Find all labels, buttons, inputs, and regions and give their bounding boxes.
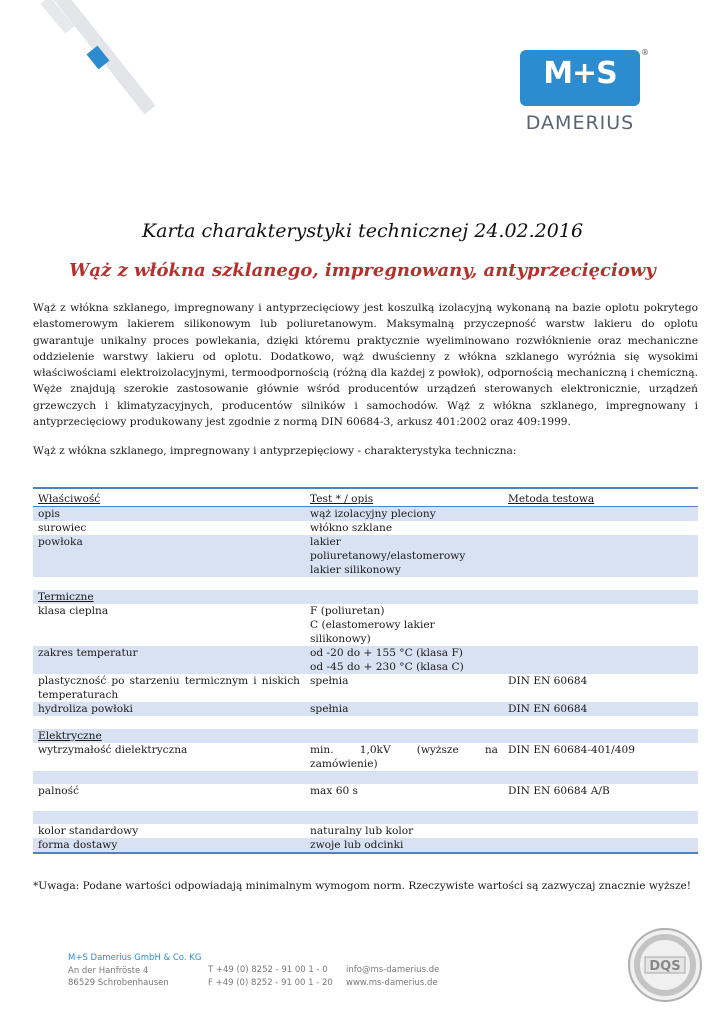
cell-test bbox=[305, 646, 503, 674]
cell-method: DIN EN 60684 bbox=[503, 702, 698, 716]
registered-mark: ® bbox=[641, 48, 649, 57]
cell-line: lakier bbox=[310, 536, 341, 548]
cell-line: lakier silikonowy bbox=[310, 564, 401, 576]
cell-test: min. 1,0kV (wyższe na zamówienie) bbox=[310, 744, 498, 770]
cell-line: C (elastomerowy lakier silikonowy) bbox=[310, 619, 435, 645]
cell-test: włókno szklane bbox=[310, 522, 393, 534]
footer-tel: T +49 (0) 8252 - 91 00 1 - 0 bbox=[208, 965, 328, 975]
table-section-row bbox=[33, 590, 698, 604]
corner-decoration bbox=[0, 0, 160, 140]
document-title: Karta charakterystyki technicznej 24.02.2016 bbox=[141, 220, 584, 242]
table-row bbox=[33, 824, 698, 838]
section-termiczne: Termiczne bbox=[33, 590, 305, 604]
footer-address bbox=[68, 952, 201, 990]
footer-street: An der Hanfröste 4 bbox=[68, 965, 149, 976]
table-row bbox=[33, 838, 698, 853]
cell-property: kolor standardowy bbox=[38, 825, 139, 837]
cell-method: DIN EN 60684 A/B bbox=[508, 785, 610, 797]
cell-method bbox=[503, 507, 698, 522]
cell-property: powłoka bbox=[33, 535, 305, 577]
cell-method bbox=[503, 521, 698, 535]
cell-property: zakres temperatur bbox=[33, 646, 305, 674]
cell-line: F (poliuretan) bbox=[310, 605, 385, 617]
cell-method bbox=[503, 646, 698, 674]
cell-test bbox=[305, 535, 503, 577]
cell-property: surowiec bbox=[38, 522, 87, 534]
footer-city: 86529 Schrobenhausen bbox=[68, 978, 169, 988]
table-row bbox=[33, 507, 698, 522]
table-spacer-row bbox=[33, 798, 698, 811]
spec-table bbox=[33, 487, 698, 854]
cell-method bbox=[503, 824, 698, 838]
logo-name: DAMERIUS bbox=[525, 112, 635, 134]
logo-mark-text: M+S bbox=[543, 56, 617, 91]
table-row bbox=[33, 702, 698, 716]
cell-line: od -45 do + 230 °C (klasa C) bbox=[310, 661, 464, 673]
cell-property: opis bbox=[33, 507, 305, 522]
table-spacer-row bbox=[33, 577, 698, 590]
cell-test: spełnia bbox=[310, 675, 349, 687]
footer-contact bbox=[346, 964, 439, 989]
cell-property: plastyczność po starzeniu termicznym i niskich temperaturach bbox=[38, 675, 300, 701]
table-lead: Wąż z włókna szklanego, impregnowany i antyprzepięciowy - charakterystyka techniczna: bbox=[33, 445, 517, 457]
cell-property: palność bbox=[38, 785, 80, 797]
cell-test bbox=[305, 604, 503, 646]
table-section-row bbox=[33, 729, 698, 743]
cell-method bbox=[503, 604, 698, 646]
table-row bbox=[33, 535, 698, 577]
seal-text: DQS bbox=[649, 959, 681, 974]
table-spacer-row bbox=[33, 716, 698, 729]
cell-test: zwoje lub odcinki bbox=[305, 838, 503, 853]
table-spacer-row bbox=[33, 771, 698, 784]
cell-property: hydroliza powłoki bbox=[33, 702, 305, 716]
table-row bbox=[33, 743, 698, 771]
footer-phone bbox=[208, 964, 333, 989]
cell-test: max 60 s bbox=[310, 785, 358, 797]
table-row bbox=[33, 674, 698, 702]
cell-test: naturalny lub kolor bbox=[310, 825, 414, 837]
cell-method: DIN EN 60684-401/409 bbox=[508, 744, 635, 756]
footer-company: M+S Damerius GmbH & Co. KG bbox=[68, 953, 202, 963]
table-row bbox=[33, 646, 698, 674]
cell-test: spełnia bbox=[305, 702, 503, 716]
header-test: Test * / opis bbox=[305, 488, 503, 507]
logo-mark bbox=[520, 50, 640, 106]
cell-method: DIN EN 60684 bbox=[508, 675, 588, 687]
cell-test: wąż izolacyjny pleciony bbox=[305, 507, 503, 522]
cell-property: forma dostawy bbox=[33, 838, 305, 853]
document-subtitle: Wąż z włókna szklanego, impregnowany, antyprzecięciowy bbox=[69, 260, 656, 281]
table-row bbox=[33, 604, 698, 646]
footnote: *Uwaga: Podane wartości odpowiadają minimalnym wymogom norm. Rzeczywiste wartości są zazwyczaj znacznie wyższe! bbox=[33, 880, 692, 892]
cell-line: poliuretanowy/elastomerowy bbox=[310, 550, 466, 562]
table-row bbox=[33, 521, 698, 535]
section-elektryczne: Elektryczne bbox=[33, 729, 305, 743]
company-logo bbox=[520, 50, 650, 134]
intro-paragraph: Wąż z włókna szklanego, impregnowany i antyprzecięciowy jest koszulką izolacyjną wykonaną na bazie oplotu pokrytego elastomerowym lakierem silikonowym lub poliuretanowym. Maksymalną przyczepność warstw lakieru do oplotu gwarantuje unikalny proces powlekania, dzięki któremu praktycznie wyeliminowano rozwłóknienie oraz mechaniczne oddzielenie warstwy lakieru od oplotu. Dodatkowo, wąż dwuścienny z włókna szklanego wyróżnia się wysokimi właściwościami elektroizolacyjnymi, termoodpornością (różną dla każdej z powłok), odpornością mechaniczną i chemiczną. Węże znajdują szerokie zastosowanie głównie wśród producentów urządzeń sterowanych elektronicznie, urządzeń grzewczych i klimatyzacyjnych, producentów silników i samochodów. Wąż z włókna szklanego, impregnowany i antyprzecięciowy produkowany jest zgodnie z normą DIN 60684-3, arkusz 401:2002 oraz 409:1999. bbox=[33, 302, 698, 429]
footer-web: www.ms-damerius.de bbox=[346, 977, 438, 988]
footer-email: info@ms-damerius.de bbox=[346, 965, 440, 975]
cell-method bbox=[503, 535, 698, 577]
header-property: Właściwość bbox=[33, 488, 305, 507]
cell-method bbox=[503, 838, 698, 853]
header-method: Metoda testowa bbox=[503, 488, 698, 507]
certification-seal-icon bbox=[625, 925, 705, 1005]
footer-fax: F +49 (0) 8252 - 91 00 1 - 20 bbox=[208, 977, 333, 988]
table-header-row bbox=[33, 488, 698, 507]
table-spacer-row bbox=[33, 811, 698, 824]
cell-property: wytrzymałość dielektryczna bbox=[38, 744, 188, 756]
cell-line: od -20 do + 155 °C (klasa F) bbox=[310, 647, 463, 659]
table-row bbox=[33, 784, 698, 798]
cell-property: klasa cieplna bbox=[38, 605, 109, 617]
